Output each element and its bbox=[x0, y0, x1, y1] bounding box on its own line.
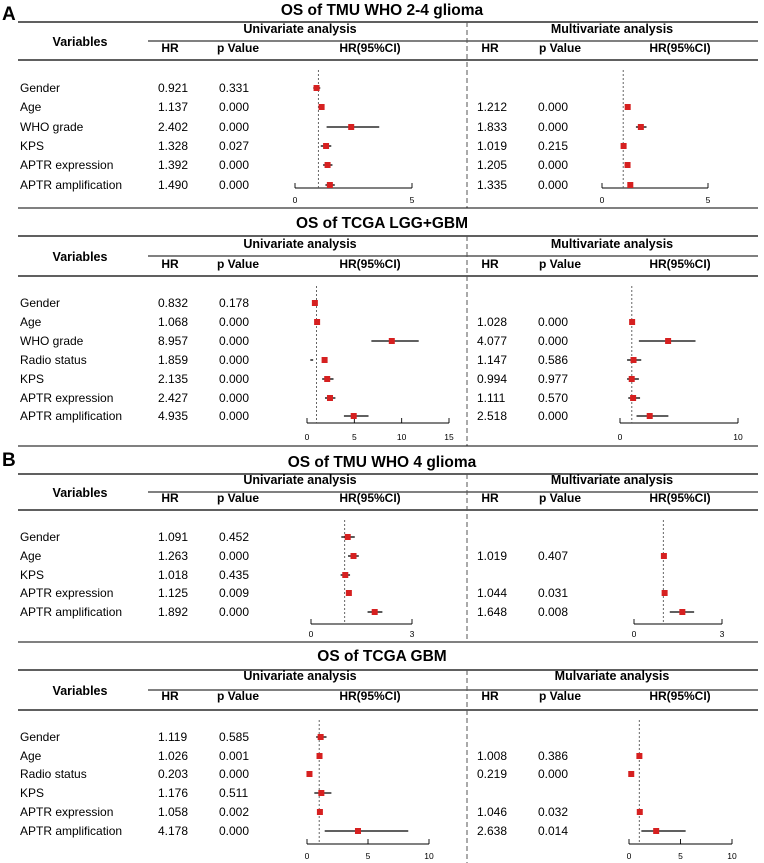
multivariate-hr-value: 1.833 bbox=[477, 120, 508, 134]
univariate-hr-value: 0.832 bbox=[158, 296, 189, 310]
multivariate-header: Multivariate analysis bbox=[550, 22, 674, 36]
multivariate-hr-value: 1.019 bbox=[477, 139, 508, 153]
univariate-p-value: 0.000 bbox=[219, 391, 250, 405]
univariate-hr-value: 4.178 bbox=[158, 824, 189, 838]
multivariate-hr-point bbox=[647, 413, 653, 419]
variable-label: APTR amplification bbox=[20, 605, 123, 619]
variable-label: Gender bbox=[20, 730, 61, 744]
panel-title: OS of TMU WHO 4 glioma bbox=[287, 454, 477, 471]
univariate-hr-value: 1.328 bbox=[158, 139, 189, 153]
multivariate-hr-point bbox=[630, 395, 636, 401]
col-hr-header: HR bbox=[481, 41, 499, 55]
multivariate-p-value: 0.386 bbox=[538, 749, 569, 763]
multivariate-tick-label: 10 bbox=[733, 432, 743, 442]
univariate-hr-value: 1.859 bbox=[158, 353, 189, 367]
univariate-p-value: 0.000 bbox=[219, 334, 250, 348]
forest-panel bbox=[2, 2, 758, 208]
multivariate-p-value: 0.407 bbox=[538, 549, 569, 563]
multivariate-hr-value: 1.205 bbox=[477, 158, 508, 172]
variable-label: APTR amplification bbox=[20, 178, 123, 192]
col-ci-header: HR(95%CI) bbox=[649, 257, 711, 271]
multivariate-hr-value: 2.518 bbox=[477, 409, 508, 423]
multivariate-hr-value: 2.638 bbox=[477, 824, 508, 838]
multivariate-hr-point bbox=[627, 182, 633, 188]
variable-label: Age bbox=[20, 100, 42, 114]
univariate-tick-label: 5 bbox=[365, 851, 371, 861]
multivariate-hr-point bbox=[636, 753, 642, 759]
multivariate-hr-point bbox=[637, 809, 643, 815]
col-ci-header: HR(95%CI) bbox=[339, 689, 401, 703]
multivariate-p-value: 0.000 bbox=[538, 334, 569, 348]
variable-label: KPS bbox=[20, 372, 45, 386]
col-hr-header: HR bbox=[161, 689, 179, 703]
univariate-hr-value: 1.392 bbox=[158, 158, 189, 172]
col-p-header: p Value bbox=[538, 41, 582, 55]
univariate-hr-value: 2.402 bbox=[158, 120, 189, 134]
univariate-hr-point bbox=[351, 553, 357, 559]
univariate-p-value: 0.000 bbox=[219, 767, 250, 781]
panel-title: OS of TCGA GBM bbox=[317, 648, 447, 665]
multivariate-p-value: 0.570 bbox=[538, 391, 569, 405]
univariate-hr-point bbox=[345, 534, 351, 540]
multivariate-tick-label: 3 bbox=[719, 629, 725, 639]
univariate-tick-label: 5 bbox=[351, 432, 357, 442]
univariate-hr-value: 1.068 bbox=[158, 315, 189, 329]
univariate-tick-label: 0 bbox=[308, 629, 314, 639]
panel-letter: A bbox=[2, 4, 16, 25]
univariate-hr-point bbox=[389, 338, 395, 344]
univariate-tick-label: 10 bbox=[396, 432, 407, 442]
panel-title: OS of TMU WHO 2-4 glioma bbox=[280, 2, 484, 19]
univariate-header: Univariate analysis bbox=[243, 473, 357, 487]
univariate-hr-value: 1.892 bbox=[158, 605, 189, 619]
multivariate-hr-point bbox=[662, 590, 668, 596]
variable-label: APTR expression bbox=[20, 391, 114, 405]
multivariate-p-value: 0.000 bbox=[538, 315, 569, 329]
col-ci-header: HR(95%CI) bbox=[339, 257, 401, 271]
univariate-p-value: 0.452 bbox=[219, 530, 250, 544]
multivariate-p-value: 0.586 bbox=[538, 353, 569, 367]
univariate-hr-value: 8.957 bbox=[158, 334, 189, 348]
variable-label: WHO grade bbox=[20, 334, 84, 348]
multivariate-hr-value: 1.212 bbox=[477, 100, 508, 114]
univariate-hr-point bbox=[342, 572, 348, 578]
univariate-hr-value: 2.135 bbox=[158, 372, 189, 386]
multivariate-tick-label: 0 bbox=[599, 195, 605, 205]
col-p-header: p Value bbox=[538, 491, 582, 505]
multivariate-p-value: 0.215 bbox=[538, 139, 569, 153]
univariate-hr-point bbox=[322, 357, 328, 363]
univariate-p-value: 0.000 bbox=[219, 549, 250, 563]
univariate-hr-point bbox=[348, 124, 354, 130]
variable-label: KPS bbox=[20, 568, 45, 582]
univariate-p-value: 0.000 bbox=[219, 353, 250, 367]
univariate-hr-point bbox=[318, 734, 324, 740]
variables-header: Variables bbox=[52, 35, 108, 49]
multivariate-hr-value: 1.111 bbox=[477, 391, 506, 405]
multivariate-hr-value: 1.008 bbox=[477, 749, 508, 763]
multivariate-hr-point bbox=[653, 828, 659, 834]
multivariate-p-value: 0.032 bbox=[538, 805, 569, 819]
multivariate-tick-label: 10 bbox=[727, 851, 737, 861]
multivariate-p-value: 0.000 bbox=[538, 767, 569, 781]
multivariate-p-value: 0.000 bbox=[538, 178, 569, 192]
univariate-hr-value: 2.427 bbox=[158, 391, 189, 405]
multivariate-hr-value: 0.219 bbox=[477, 767, 508, 781]
univariate-p-value: 0.000 bbox=[219, 605, 250, 619]
multivariate-p-value: 0.977 bbox=[538, 372, 569, 386]
multivariate-hr-point bbox=[628, 771, 634, 777]
multivariate-hr-point bbox=[661, 553, 667, 559]
univariate-header: Univariate analysis bbox=[243, 22, 357, 36]
col-hr-header: HR bbox=[161, 257, 179, 271]
univariate-p-value: 0.000 bbox=[219, 178, 250, 192]
univariate-hr-value: 4.935 bbox=[158, 409, 189, 423]
multivariate-hr-value: 1.019 bbox=[477, 549, 508, 563]
univariate-hr-point bbox=[327, 182, 333, 188]
univariate-hr-value: 1.490 bbox=[158, 178, 189, 192]
univariate-p-value: 0.009 bbox=[219, 586, 250, 600]
col-hr-header: HR bbox=[481, 689, 499, 703]
multivariate-header: Mulvariate analysis bbox=[554, 669, 670, 683]
univariate-hr-point bbox=[327, 395, 333, 401]
col-ci-header: HR(95%CI) bbox=[339, 491, 401, 505]
forest-panel bbox=[18, 215, 758, 446]
multivariate-p-value: 0.000 bbox=[538, 409, 569, 423]
forest-panel bbox=[18, 648, 758, 863]
col-p-header: p Value bbox=[216, 491, 260, 505]
univariate-hr-value: 1.263 bbox=[158, 549, 189, 563]
variables-header: Variables bbox=[52, 684, 108, 698]
multivariate-hr-value: 1.046 bbox=[477, 805, 508, 819]
univariate-p-value: 0.000 bbox=[219, 158, 250, 172]
multivariate-hr-point bbox=[638, 124, 644, 130]
variable-label: Radio status bbox=[20, 353, 87, 367]
multivariate-hr-value: 4.077 bbox=[477, 334, 508, 348]
multivariate-hr-point bbox=[621, 143, 627, 149]
col-ci-header: HR(95%CI) bbox=[649, 689, 711, 703]
multivariate-p-value: 0.000 bbox=[538, 120, 569, 134]
col-p-header: p Value bbox=[216, 41, 260, 55]
col-p-header: p Value bbox=[216, 257, 260, 271]
univariate-hr-point bbox=[325, 162, 331, 168]
multivariate-tick-label: 0 bbox=[617, 432, 623, 442]
univariate-hr-value: 1.026 bbox=[158, 749, 189, 763]
multivariate-tick-label: 0 bbox=[626, 851, 632, 861]
univariate-hr-point bbox=[314, 85, 320, 91]
col-ci-header: HR(95%CI) bbox=[649, 41, 711, 55]
univariate-tick-label: 5 bbox=[409, 195, 415, 205]
univariate-hr-value: 1.058 bbox=[158, 805, 189, 819]
univariate-hr-point bbox=[317, 809, 323, 815]
variable-label: APTR expression bbox=[20, 158, 114, 172]
univariate-p-value: 0.000 bbox=[219, 409, 250, 423]
univariate-hr-point bbox=[319, 104, 325, 110]
univariate-hr-value: 0.921 bbox=[158, 81, 189, 95]
multivariate-hr-point bbox=[631, 357, 637, 363]
univariate-hr-value: 1.018 bbox=[158, 568, 189, 582]
multivariate-p-value: 0.008 bbox=[538, 605, 569, 619]
variable-label: Age bbox=[20, 315, 42, 329]
univariate-p-value: 0.331 bbox=[219, 81, 250, 95]
variable-label: APTR amplification bbox=[20, 409, 123, 423]
univariate-hr-value: 1.119 bbox=[158, 730, 188, 744]
col-p-header: p Value bbox=[216, 689, 260, 703]
univariate-header: Univariate analysis bbox=[243, 669, 357, 683]
multivariate-tick-label: 0 bbox=[631, 629, 637, 639]
univariate-tick-label: 3 bbox=[409, 629, 415, 639]
univariate-hr-point bbox=[314, 319, 320, 325]
multivariate-p-value: 0.031 bbox=[538, 586, 569, 600]
variables-header: Variables bbox=[52, 250, 108, 264]
univariate-hr-value: 1.137 bbox=[158, 100, 189, 114]
univariate-p-value: 0.511 bbox=[219, 786, 249, 800]
univariate-hr-point bbox=[317, 753, 323, 759]
univariate-hr-value: 1.125 bbox=[158, 586, 189, 600]
multivariate-hr-point bbox=[629, 319, 635, 325]
variable-label: Radio status bbox=[20, 767, 87, 781]
col-hr-header: HR bbox=[161, 41, 179, 55]
univariate-p-value: 0.178 bbox=[219, 296, 250, 310]
multivariate-hr-value: 1.044 bbox=[477, 586, 508, 600]
variable-label: Age bbox=[20, 549, 42, 563]
panel-letter: B bbox=[2, 450, 16, 471]
univariate-p-value: 0.000 bbox=[219, 120, 250, 134]
univariate-p-value: 0.585 bbox=[219, 730, 250, 744]
col-ci-header: HR(95%CI) bbox=[339, 41, 401, 55]
multivariate-hr-point bbox=[625, 104, 631, 110]
univariate-hr-point bbox=[323, 143, 329, 149]
univariate-p-value: 0.000 bbox=[219, 372, 250, 386]
variable-label: Gender bbox=[20, 530, 61, 544]
variables-header: Variables bbox=[52, 486, 108, 500]
univariate-hr-point bbox=[324, 376, 330, 382]
multivariate-p-value: 0.014 bbox=[538, 824, 569, 838]
variable-label: WHO grade bbox=[20, 120, 84, 134]
multivariate-hr-point bbox=[625, 162, 631, 168]
univariate-p-value: 0.000 bbox=[219, 824, 250, 838]
col-p-header: p Value bbox=[538, 257, 582, 271]
multivariate-tick-label: 5 bbox=[705, 195, 711, 205]
univariate-hr-point bbox=[346, 590, 352, 596]
multivariate-hr-value: 1.335 bbox=[477, 178, 508, 192]
multivariate-p-value: 0.000 bbox=[538, 158, 569, 172]
variable-label: APTR expression bbox=[20, 586, 114, 600]
univariate-hr-point bbox=[355, 828, 361, 834]
forest-panel bbox=[2, 450, 758, 642]
univariate-p-value: 0.002 bbox=[219, 805, 250, 819]
variable-label: Gender bbox=[20, 81, 61, 95]
col-hr-header: HR bbox=[161, 491, 179, 505]
variable-label: Gender bbox=[20, 296, 61, 310]
univariate-tick-label: 10 bbox=[424, 851, 434, 861]
multivariate-hr-value: 1.648 bbox=[477, 605, 508, 619]
univariate-hr-point bbox=[351, 413, 357, 419]
variable-label: Age bbox=[20, 749, 42, 763]
univariate-header: Univariate analysis bbox=[243, 237, 357, 251]
multivariate-hr-point bbox=[629, 376, 635, 382]
multivariate-hr-value: 1.028 bbox=[477, 315, 508, 329]
multivariate-hr-value: 1.147 bbox=[477, 353, 508, 367]
univariate-hr-point bbox=[312, 300, 318, 306]
univariate-tick-label: 0 bbox=[292, 195, 298, 205]
univariate-p-value: 0.000 bbox=[219, 100, 250, 114]
univariate-hr-point bbox=[306, 771, 312, 777]
variable-label: APTR amplification bbox=[20, 824, 123, 838]
univariate-hr-value: 0.203 bbox=[158, 767, 189, 781]
univariate-hr-value: 1.176 bbox=[158, 786, 189, 800]
univariate-p-value: 0.027 bbox=[219, 139, 250, 153]
variable-label: APTR expression bbox=[20, 805, 114, 819]
variable-label: KPS bbox=[20, 139, 45, 153]
multivariate-header: Multivariate analysis bbox=[550, 237, 674, 251]
univariate-hr-point bbox=[318, 790, 324, 796]
col-ci-header: HR(95%CI) bbox=[649, 491, 711, 505]
variable-label: KPS bbox=[20, 786, 45, 800]
univariate-hr-value: 1.091 bbox=[158, 530, 189, 544]
univariate-tick-label: 15 bbox=[444, 432, 454, 442]
multivariate-p-value: 0.000 bbox=[538, 100, 569, 114]
panel-title: OS of TCGA LGG+GBM bbox=[295, 215, 469, 232]
univariate-p-value: 0.000 bbox=[219, 315, 250, 329]
col-hr-header: HR bbox=[481, 491, 499, 505]
multivariate-hr-point bbox=[679, 609, 685, 615]
univariate-hr-point bbox=[372, 609, 378, 615]
multivariate-tick-label: 5 bbox=[678, 851, 683, 861]
col-hr-header: HR bbox=[481, 257, 499, 271]
col-p-header: p Value bbox=[538, 689, 582, 703]
multivariate-hr-value: 0.994 bbox=[477, 372, 508, 386]
univariate-tick-label: 0 bbox=[304, 432, 310, 442]
univariate-tick-label: 0 bbox=[304, 851, 310, 861]
multivariate-header: Multivariate analysis bbox=[550, 473, 674, 487]
univariate-p-value: 0.435 bbox=[219, 568, 250, 582]
multivariate-hr-point bbox=[665, 338, 671, 344]
univariate-p-value: 0.001 bbox=[219, 749, 250, 763]
